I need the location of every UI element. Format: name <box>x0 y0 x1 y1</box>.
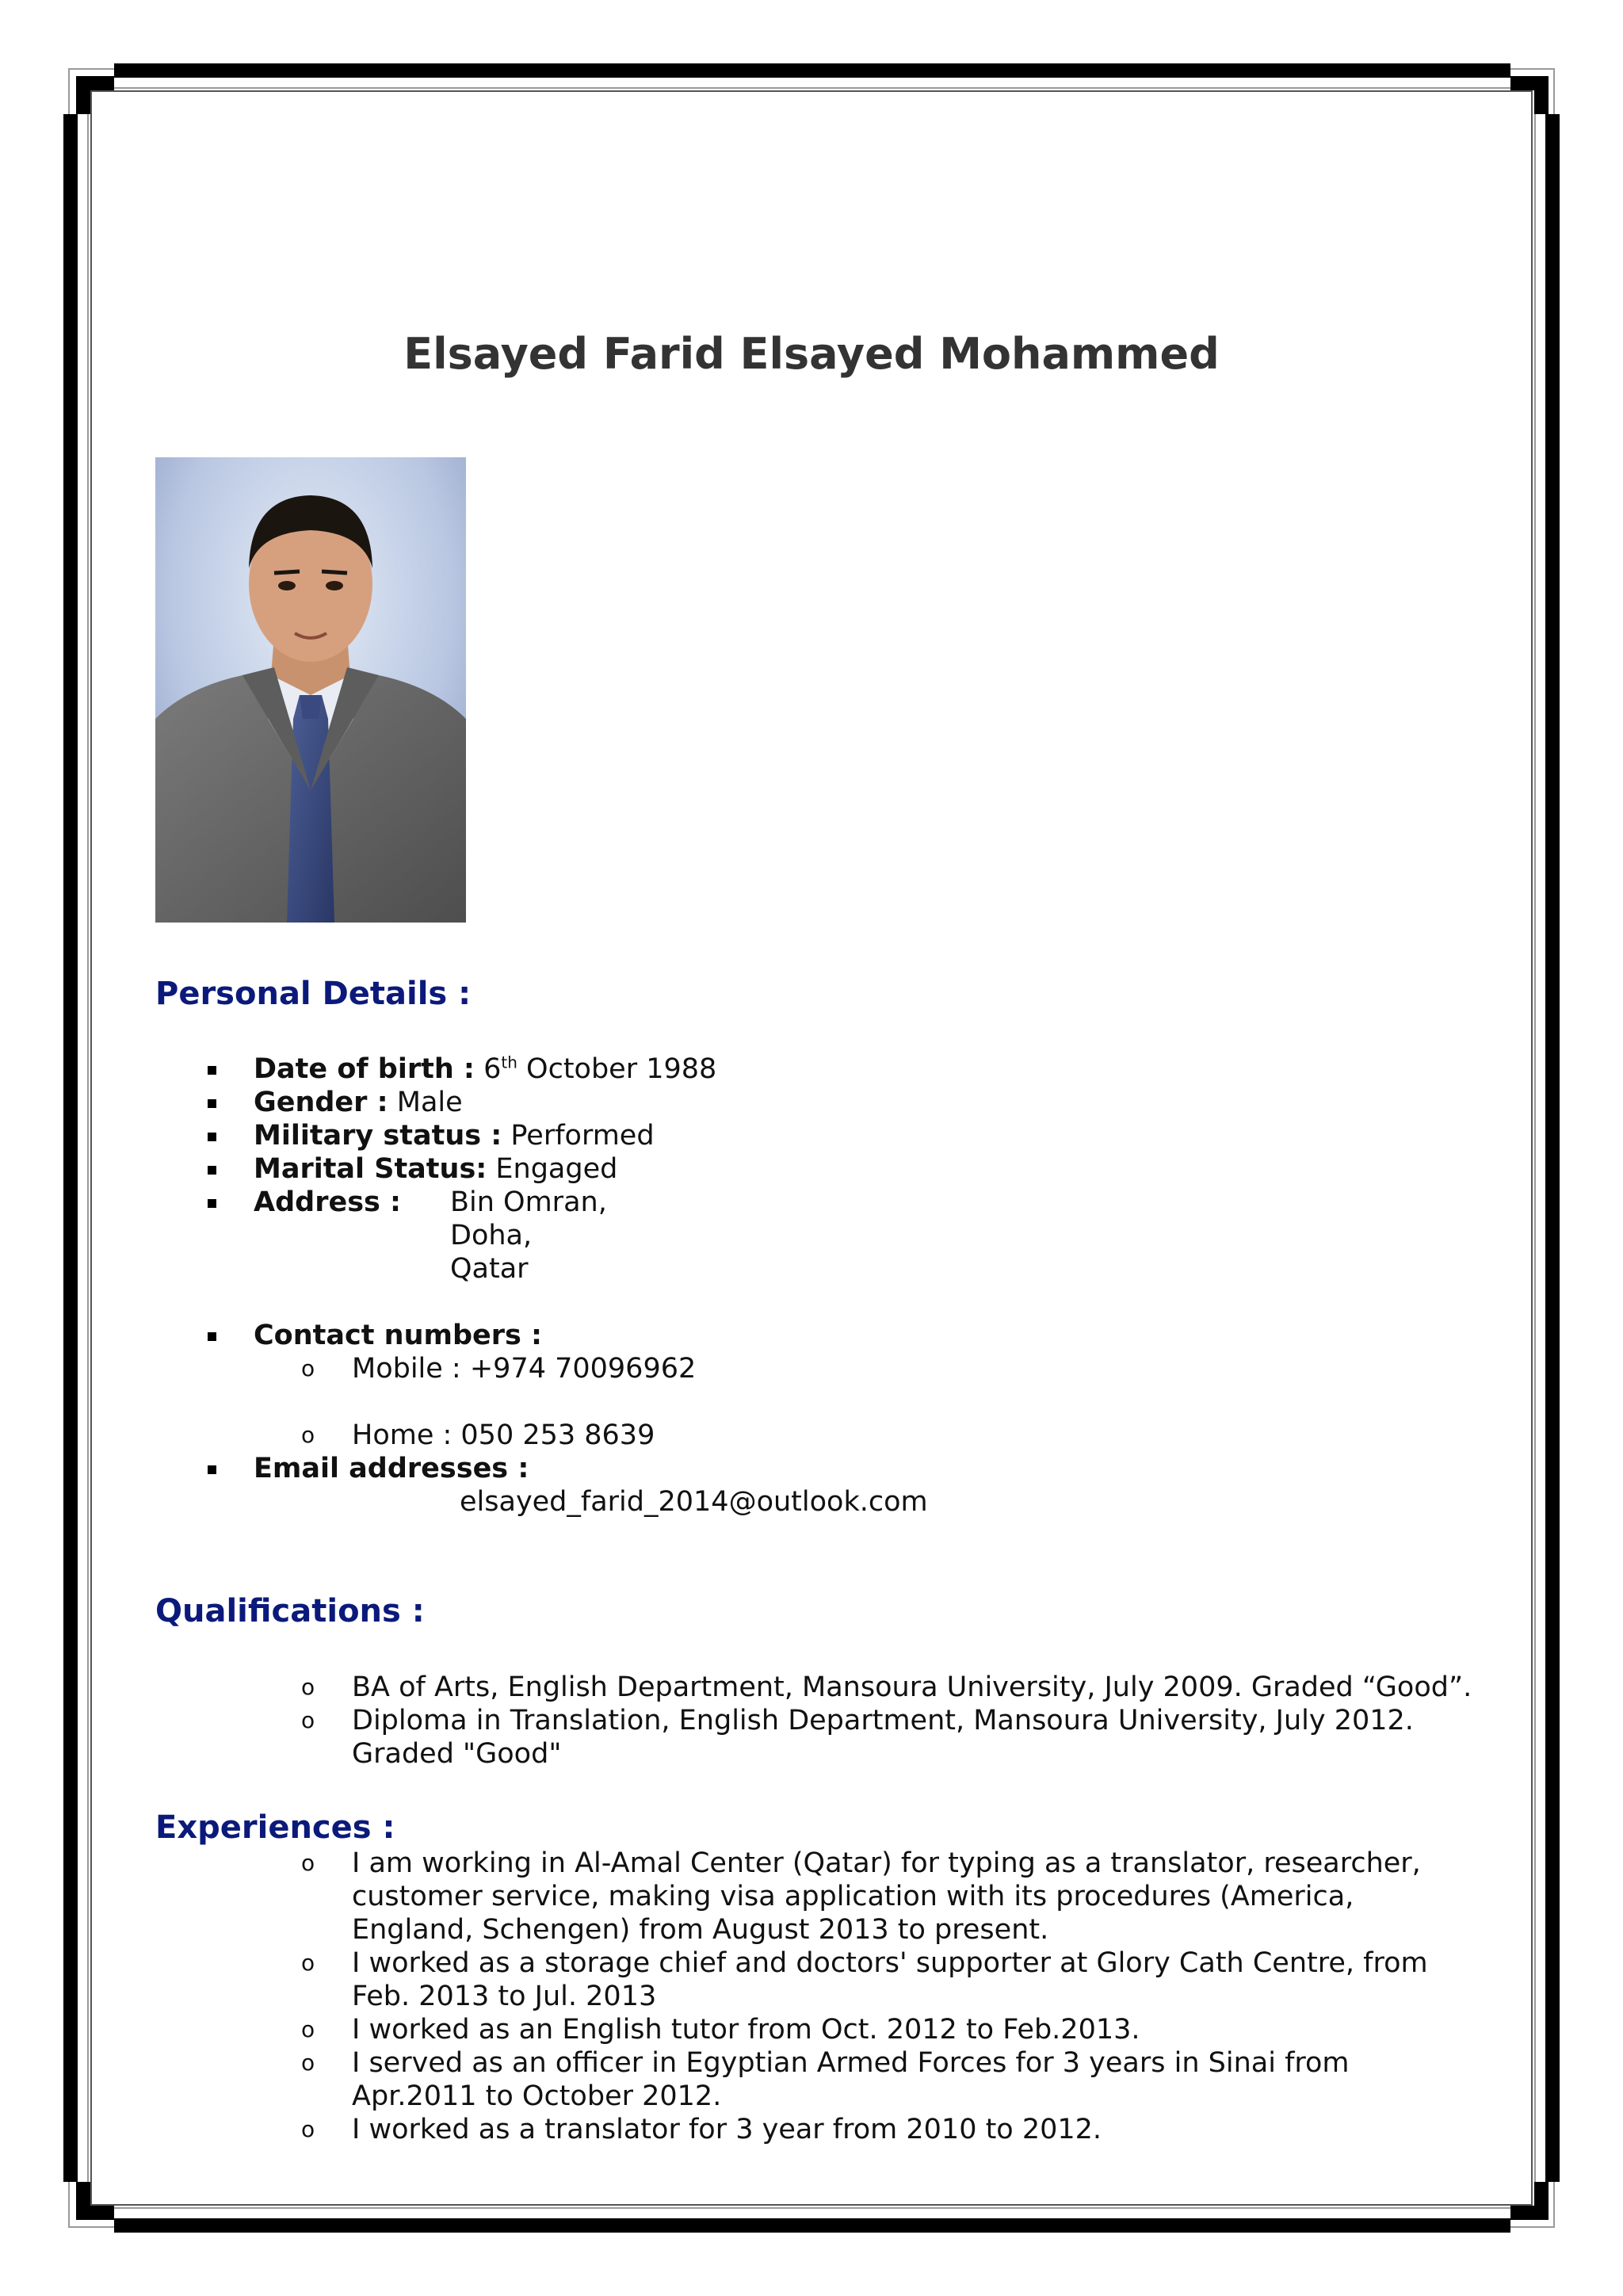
experience-line: Apr.2011 to October 2012. <box>352 2080 722 2112</box>
experience-line: I am working in Al-Amal Center (Qatar) for typing as a translator, researcher, <box>352 1847 1421 1879</box>
experience-line: I worked as a translator for 3 year from 2010 to 2012. <box>352 2114 1102 2145</box>
portrait-image <box>155 457 466 923</box>
address-label: Address : <box>254 1186 402 1218</box>
circle-bullet-icon: o <box>301 1674 315 1700</box>
square-bullet-icon <box>208 1099 216 1108</box>
circle-bullet-icon: o <box>301 2116 315 2142</box>
personal-details-heading: Personal Details : <box>155 976 472 1012</box>
gender-label: Gender : <box>254 1087 388 1118</box>
experience-line: Feb. 2013 to Jul. 2013 <box>352 1981 657 2012</box>
email-label: Email addresses : <box>254 1453 529 1484</box>
qualification-line: BA of Arts, English Department, Mansoura University, July 2009. Graded “Good”. <box>352 1671 1472 1703</box>
military-value: Performed <box>510 1120 655 1152</box>
dob-label: Date of birth : <box>254 1053 475 1085</box>
dob-day: 6 <box>483 1053 502 1085</box>
square-bullet-icon <box>208 1066 216 1075</box>
circle-bullet-icon: o <box>301 1355 315 1381</box>
military-label: Military status : <box>254 1120 502 1152</box>
experiences-heading: Experiences : <box>155 1809 395 1846</box>
circle-bullet-icon: o <box>301 1422 315 1448</box>
dob-suffix: th <box>501 1052 517 1072</box>
marital-item <box>254 1152 617 1186</box>
dob-rest: October 1988 <box>526 1053 717 1085</box>
experience-line: I worked as a storage chief and doctors' supporter at Glory Cath Centre, from <box>352 1947 1428 1979</box>
profile-photo <box>155 457 466 923</box>
military-item <box>254 1119 655 1152</box>
marital-label: Marital Status: <box>254 1153 487 1185</box>
square-bullet-icon <box>208 1332 216 1341</box>
mobile-number: Mobile : +974 70096962 <box>352 1353 697 1385</box>
address-line: Doha, <box>450 1220 533 1251</box>
square-bullet-icon <box>208 1166 216 1175</box>
experience-line: I served as an officer in Egyptian Armed Forces for 3 years in Sinai from <box>352 2047 1350 2079</box>
square-bullet-icon <box>208 1133 216 1141</box>
experience-line: England, Schengen) from August 2013 to present. <box>352 1914 1049 1946</box>
qualification-line: Diploma in Translation, English Department, Mansoura University, July 2012. <box>352 1705 1414 1736</box>
page-title: Elsayed Farid Elsayed Mohammed <box>403 329 1220 379</box>
square-bullet-icon <box>208 1465 216 1474</box>
address-line: Bin Omran, <box>450 1186 607 1218</box>
circle-bullet-icon: o <box>301 2016 315 2042</box>
address-line: Qatar <box>450 1253 529 1285</box>
circle-bullet-icon: o <box>301 2050 315 2076</box>
gender-item <box>254 1086 463 1119</box>
contact-label: Contact numbers : <box>254 1320 543 1351</box>
qualifications-heading: Qualifications : <box>155 1593 425 1629</box>
circle-bullet-icon: o <box>301 1707 315 1733</box>
marital-value: Engaged <box>495 1153 618 1185</box>
experience-line: I worked as an English tutor from Oct. 2012 to Feb.2013. <box>352 2014 1140 2046</box>
dob-item <box>254 1052 716 1086</box>
email-address: elsayed_farid_2014@outlook.com <box>460 1486 928 1518</box>
circle-bullet-icon: o <box>301 1950 315 1976</box>
home-number: Home : 050 253 8639 <box>352 1419 655 1451</box>
qualification-line: Graded "Good" <box>352 1738 562 1770</box>
circle-bullet-icon: o <box>301 1850 315 1876</box>
gender-value: Male <box>396 1087 463 1118</box>
experience-line: customer service, making visa application with its procedures (America, <box>352 1881 1354 1912</box>
square-bullet-icon <box>208 1199 216 1208</box>
